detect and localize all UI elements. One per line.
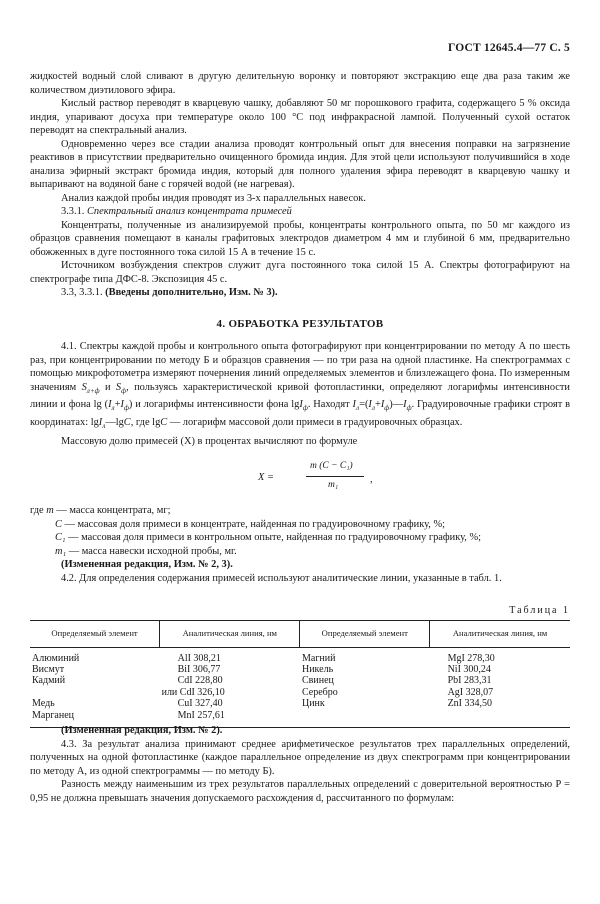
def-text: — массовая доля примеси в контрольном опыте, найденная по градуировочному графику, %; — [68, 532, 481, 543]
line-cell: PbI 283,31 — [447, 675, 492, 687]
column-header: Определяемый элемент — [30, 621, 160, 648]
paragraph: Концентраты, полученные из анализируемой пробы, концентраты контрольного опыта, по 50 мг каждого из образцов сравнения помещают в каналы графитовых электродов диаметром 4 мм и глубиной 6 мм, предварительно обожженных в дуге постоянного тока силой 15 А в течение 15 с. — [30, 219, 570, 258]
element-cell: Кадмий — [32, 675, 66, 687]
subsection-number: 3.3.1. — [61, 206, 85, 217]
definitions — [30, 504, 570, 585]
amendment-note: (Измененная редакция, Изм. № 2). — [61, 725, 223, 736]
definition-row — [30, 504, 570, 518]
amendment-prefix: 3.3, 3.3.1. — [61, 287, 103, 298]
line-cell: ZnI 334,50 — [447, 698, 493, 710]
line-cell: AlI 308,21 — [177, 652, 221, 664]
amendment-text: (Введены дополнительно, Изм. № 3). — [105, 287, 278, 298]
formula-denominator: m₁ — [328, 480, 339, 490]
element-cell: Никель — [301, 663, 334, 675]
column-header: Аналитическая линия, нм — [160, 621, 300, 648]
table-row — [30, 687, 570, 698]
table-header-row — [30, 621, 570, 648]
line-cell: BiI 306,77 — [177, 663, 221, 675]
table-row — [30, 653, 570, 664]
def-symbol: m — [46, 505, 54, 516]
amendment-note — [30, 286, 570, 300]
paragraph: Источником возбуждения спектров служит дуга постоянного тока силой 15 А. Спектры фотографируют на спектрографе типа ДФС-8. Экспозиция 45 с. — [30, 260, 570, 285]
table-row — [30, 675, 570, 686]
paragraph-4-3: 4.3. За результат анализа принимают среднее арифметическое результатов трех параллельных определений, полученных на одной фотопластинке (каждое параллельное определение из двух спектрограмм при концентрировании по методу А, из одной спектрограммы — по методу Б). — [30, 738, 570, 777]
line-cell: NiI 300,24 — [447, 663, 491, 675]
definition-row — [30, 518, 570, 532]
def-text: — масса концентрата, мг; — [56, 505, 171, 516]
line-cell: AgI 328,07 — [447, 686, 494, 698]
paragraph: Кислый раствор переводят в кварцевую чашку, добавляют 50 мг порошкового графита, содержащего 5 % оксида индия, упаривают досуха при температуре около 100 °С под инфракрасной лампой. Полученный сухой остаток переводят на спектральный анализ. — [30, 98, 570, 136]
element-cell: Магний — [301, 652, 336, 664]
table-row — [30, 664, 570, 675]
formula-tail: , — [370, 474, 373, 485]
element-cell: Алюминий — [32, 652, 80, 664]
def-text: — масса навески исходной пробы, мг. — [68, 545, 237, 557]
def-text: — массовая доля примеси в концентрате, найденная по градуировочному графику, %; — [64, 518, 445, 530]
subsection-heading — [30, 205, 570, 219]
def-symbol: C — [55, 518, 62, 530]
page-header: ГОСТ 12645.4—77 С. 5 — [447, 42, 570, 54]
element-cell: Серебро — [301, 686, 338, 698]
element-cell: Цинк — [301, 698, 325, 710]
mass-fraction-intro: Массовую долю примесей (X) в процентах вычисляют по формуле — [61, 436, 358, 448]
element-cell: Медь — [32, 698, 55, 710]
column-header: Аналитическая линия, нм — [430, 621, 570, 648]
paragraph: Разность между наименьшим из трех результатов параллельных определений с доверительной вероятностью P = 0,95 не должна превышать значения допускаемого расхождения d, рассчитанного по формулам: — [30, 779, 570, 804]
element-cell: Висмут — [32, 663, 65, 675]
formula-numerator: m (C − C₁) — [310, 461, 353, 471]
paragraph: жидкостей водный слой сливают в другую делительную воронку и повторяют экстракцию еще два раза таким же количеством диэтилового эфира. — [30, 71, 570, 96]
element-cell — [30, 687, 160, 698]
line-cell: MgI 278,30 — [447, 652, 495, 664]
section-title: 4. ОБРАБОТКА РЕЗУЛЬТАТОВ — [216, 318, 384, 330]
element-cell: Свинец — [301, 675, 334, 687]
paragraph-4-1: 4.1. Спектры каждой пробы и контрольного опыта фотографируют при концентрировании по методу А по шесть раз, при концентрировании по методу Б и образцов сравнения — по три раза на одной пластинке. На спектрограммах с помощью микрофотометра измеряют почернения линий определяемых элементов и близлежащего фона. По измеренным значениям $S_{л+ф}$ и $S_ф$, пользуясь характеристической кривой фотопластинки, определяют логарифмы интенсивности линии и фона $\lg (I_л+I_ф)$ и логарифмы интенсивности фона lgI$_ф$. Находят $I_л=(I_л+I_ф)—I_ф$. Градуировочные графики строят в координатах: lgI$_л$—lgC, где lgC — логарифм массовой доли примеси в градуировочных образцах. — [30, 341, 570, 430]
bottom-text-block — [30, 724, 570, 805]
amendment-note: (Измененная редакция, Изм. № 2, 3). — [61, 559, 233, 570]
paragraph: Одновременно через все стадии анализа проводят контрольный опыт для внесения поправки на загрязнение реактивов в присутствии предварительно очищенного бромида индия. Для этой цели используют получившийся в ходе анализа эфирный экстракт бромида индия, который для полного удаления эфира переводят в кварцевую чашку и выпаривают на водяной бане с горячей водой (не нагревая). — [30, 138, 570, 190]
paragraph: Анализ каждой пробы индия проводят из 3-х параллельных навесок. — [61, 192, 366, 204]
top-text-block — [30, 70, 570, 300]
definition-row — [30, 531, 570, 545]
table-caption: Таблица 1 — [509, 605, 570, 616]
definition-row — [30, 545, 570, 559]
line-cell: CuI 327,40 — [177, 698, 223, 710]
table-row — [30, 698, 570, 709]
analytical-lines-table — [30, 620, 570, 728]
line-cell: CdI 228,80 — [177, 675, 223, 687]
formula — [258, 462, 388, 496]
line-cell: MnI 257,61 — [177, 709, 225, 721]
def-prefix: где — [30, 505, 44, 516]
line-cell: или CdI 326,10 — [161, 686, 225, 698]
table-row — [30, 710, 570, 721]
formula-fraction-bar — [306, 476, 364, 477]
element-cell: Марганец — [32, 709, 75, 721]
paragraph-4-2: 4.2. Для определения содержания примесей используют аналитические линии, указанные в табл. 1. — [61, 572, 502, 584]
subsection-title: Спектральный анализ концентрата примесей — [87, 206, 292, 217]
def-symbol: m₁ — [55, 545, 67, 557]
formula-lhs: X = — [258, 472, 274, 483]
section-4-1 — [30, 340, 570, 449]
line-cell — [430, 710, 570, 721]
element-cell — [300, 710, 430, 721]
def-symbol: C₁ — [55, 532, 66, 543]
column-header: Определяемый элемент — [300, 621, 430, 648]
